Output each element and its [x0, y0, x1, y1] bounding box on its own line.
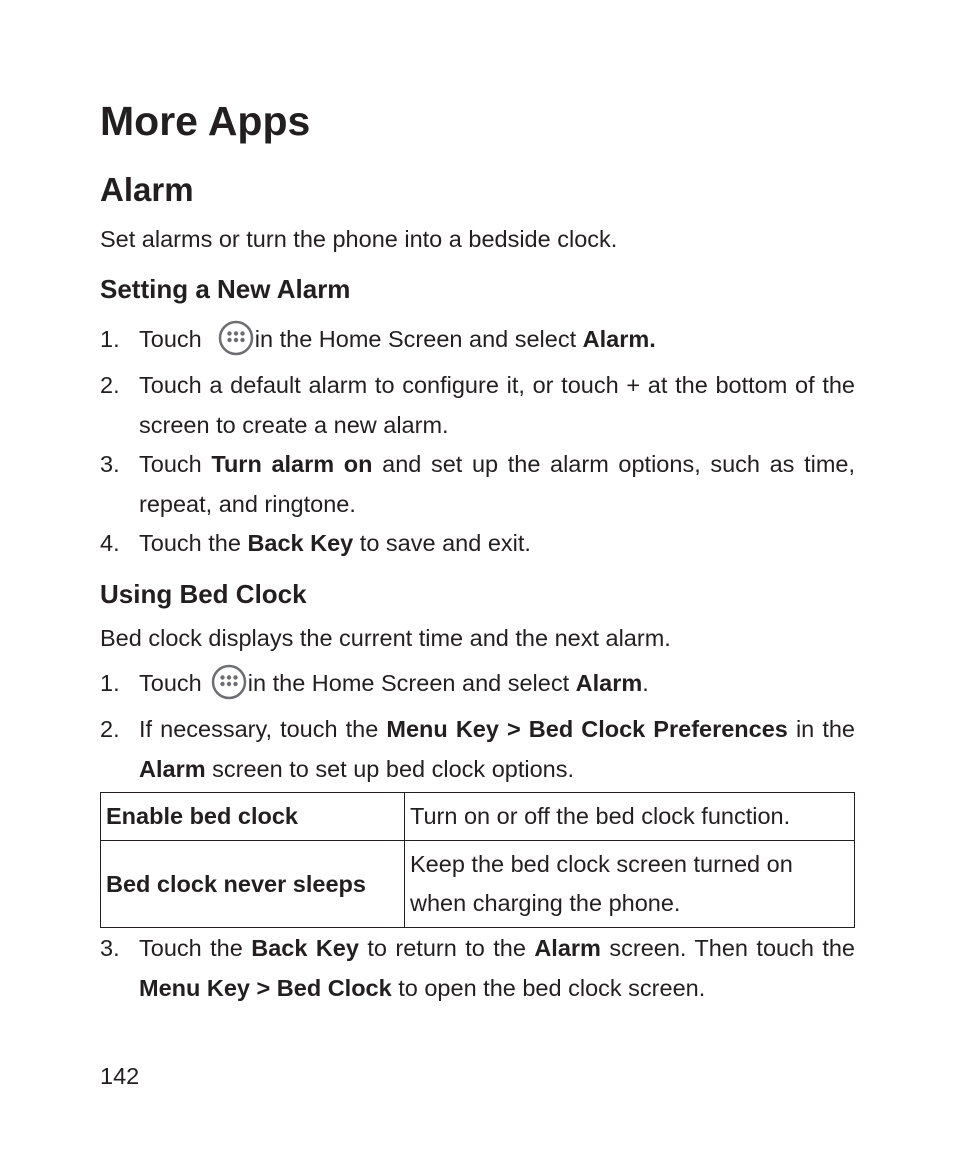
step-text: in the Home Screen and select — [248, 326, 583, 352]
bold-term: Menu Key > Bed Clock — [139, 974, 392, 1001]
step-text: to open the bed clock screen. — [391, 974, 706, 1001]
bold-term: Alarm — [534, 935, 601, 961]
alarm-intro: Set alarms or turn the phone into a bedside clock. — [100, 226, 618, 252]
step-text: If necessary, touch the — [139, 716, 387, 742]
step-text: Touch a default alarm to configure it, or touch + at the bottom of the screen to create a new alarm. — [139, 372, 855, 438]
bed-clock-options-table — [100, 792, 855, 928]
step-text: . — [642, 670, 649, 696]
table-row — [101, 841, 855, 928]
app-launcher-icon — [218, 320, 254, 356]
step-text: screen to set up bed clock options. — [205, 755, 575, 782]
page-number: 142 — [100, 1063, 140, 1089]
list-item — [100, 710, 855, 789]
list-item — [100, 320, 855, 360]
step-number: 2. — [100, 372, 120, 398]
subheading-using-bed-clock: Using Bed Clock — [100, 579, 307, 609]
option-name: Bed clock never sleeps — [101, 841, 405, 928]
bold-term: Menu Key > Bed Clock Preferences — [386, 716, 788, 742]
bold-term: Alarm. — [582, 326, 656, 352]
step-text: Touch the — [139, 530, 248, 556]
step-text: and set up the alarm options, such as time, repeat, and ringtone. — [139, 451, 855, 517]
step-text: in the Home Screen and select — [241, 670, 576, 696]
step-text: Touch — [139, 326, 209, 352]
bold-term: Back Key — [251, 935, 359, 961]
app-launcher-icon — [211, 664, 247, 700]
step-number: 1. — [100, 670, 120, 696]
step-text: in the — [787, 716, 855, 742]
list-item — [100, 366, 855, 445]
page-title: More Apps — [100, 98, 311, 144]
step-text: screen. Then touch the — [600, 935, 856, 961]
list-item — [100, 445, 855, 524]
table-row — [101, 793, 855, 841]
option-description: Keep the bed clock screen turned on when charging the phone. — [405, 841, 855, 928]
list-item — [100, 664, 855, 704]
bold-term: Turn alarm on — [211, 451, 373, 477]
option-description: Turn on or off the bed clock function. — [405, 793, 855, 841]
list-item — [100, 929, 855, 1008]
bold-term: Alarm — [575, 670, 643, 696]
step-text: Touch the — [139, 935, 252, 961]
bold-term: Alarm — [139, 755, 206, 782]
step-text: to return to the — [358, 935, 535, 961]
bold-term: Back Key — [247, 530, 354, 556]
step-text: to save and exit. — [353, 530, 531, 556]
step-number: 3. — [100, 451, 120, 477]
section-heading-alarm: Alarm — [100, 171, 194, 208]
step-number: 1. — [100, 326, 120, 352]
step-number: 3. — [100, 935, 120, 961]
step-number: 4. — [100, 530, 120, 556]
subheading-setting-new-alarm: Setting a New Alarm — [100, 274, 351, 304]
step-number: 2. — [100, 716, 120, 742]
option-name: Enable bed clock — [101, 793, 405, 841]
step-text: Touch — [139, 670, 209, 696]
list-item — [100, 524, 855, 564]
step-text: Touch — [139, 451, 212, 477]
bed-clock-intro: Bed clock displays the current time and the next alarm. — [100, 625, 671, 651]
